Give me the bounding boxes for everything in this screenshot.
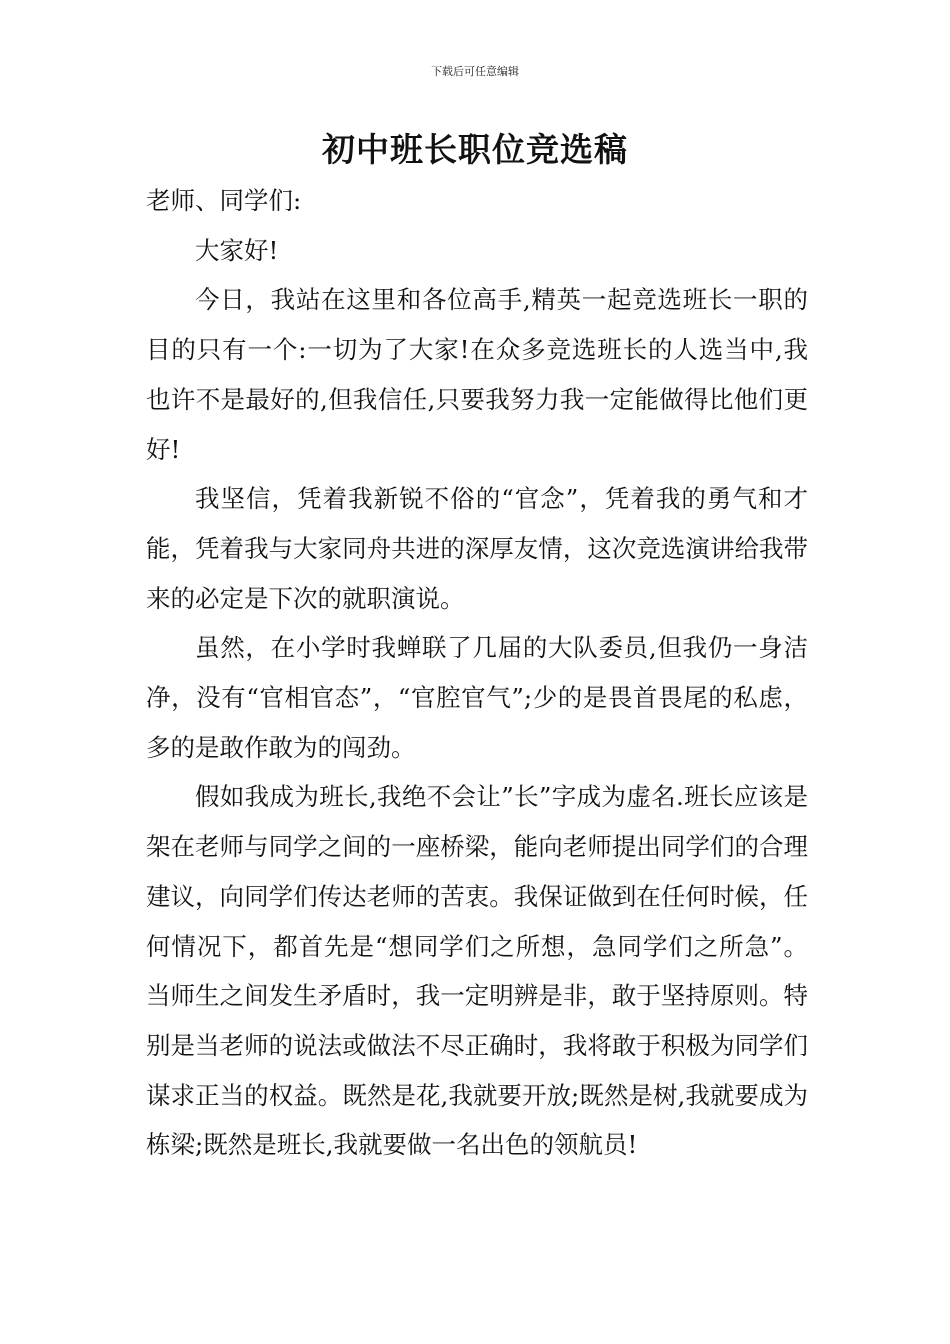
document-body [146,176,808,1170]
header-note: 下载后可任意编辑 [431,65,519,78]
document-title: 初中班长职位竞选稿 [322,130,628,169]
paragraph-2: 我坚信，凭着我新锐不俗的“官念”，凭着我的勇气和才能，凭着我与大家同舟共进的深厚友情，这次竞选演讲给我带来的必定是下次的就职演说。 [146,484,808,613]
salutation: 老师、同学们: [146,186,302,215]
paragraph-1: 今日，我站在这里和各位高手,精英一起竞选班长一职的目的只有一个:一切为了大家!在众多竞选班长的人选当中,我也许不是最好的,但我信任,只要我努力我一定能做得比他们更好! [146,285,808,464]
paragraph-3: 虽然，在小学时我蝉联了几届的大队委员,但我仍一身洁净，没有“官相官态”，“官腔官气”;少的是畏首畏尾的私虑，多的是敢作敢为的闯劲。 [146,633,808,762]
greeting: 大家好! [195,235,279,265]
paragraph-4: 假如我成为班长,我绝不会让”长”字成为虚名.班长应该是架在老师与同学之间的一座桥梁，能向老师提出同学们的合理建议，向同学们传达老师的苦衷。我保证做到在任何时候，任何情况下，都首先是“想同学们之所想，急同学们之所急”。当师生之间发生矛盾时，我一定明辨是非，敢于坚持原则。特别是当老师的说法或做法不尽正确时，我将敢于积极为同学们谋求正当的权益。既然是花,我就要开放;既然是树,我就要成为栋梁;既然是班长,我就要做一名出色的领航员! [146,782,808,1160]
